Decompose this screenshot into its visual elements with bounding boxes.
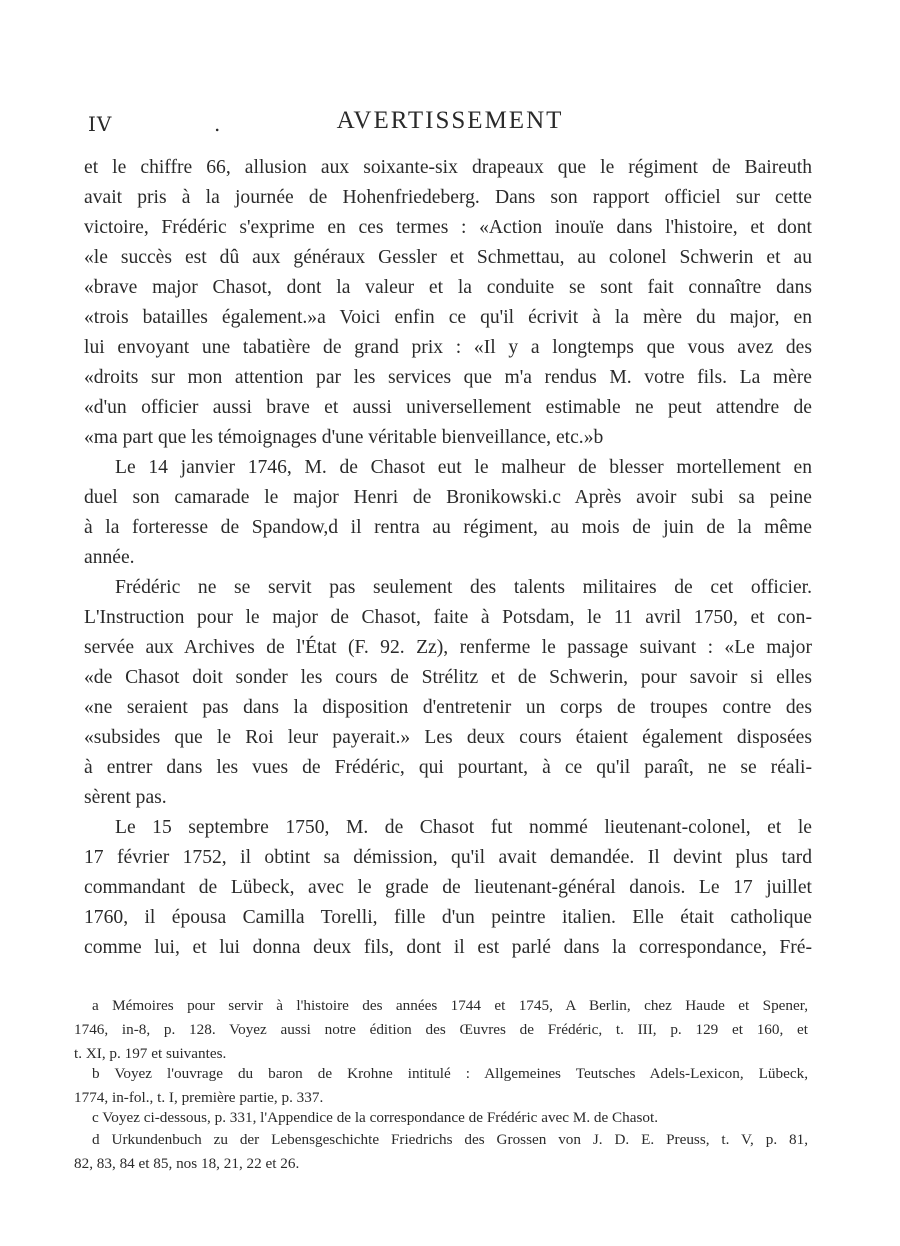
body-line: «ne seraient pas dans la disposition d'entretenir un corps de troupes contre des (84, 697, 812, 718)
body-line: 17 février 1752, il obtint sa démission, qu'il avait demandée. Il devint plus tard (84, 847, 812, 868)
footnote-line: 1774, in-fol., t. I, première partie, p. 337. (74, 1089, 324, 1106)
page-number: IV (88, 112, 113, 136)
footnote-line: d Urkundenbuch zu der Lebensgeschichte Friedrichs des Grossen von J. D. E. Preuss, t. V, p. 81, (92, 1131, 808, 1148)
body-line: L'Instruction pour le major de Chasot, faite à Potsdam, le 11 avril 1750, et con- (84, 607, 812, 628)
body-line: à la forteresse de Spandow,d il rentra au régiment, au mois de juin de la même (84, 517, 812, 538)
body-line: «d'un officier aussi brave et aussi universellement estimable ne peut attendre de (84, 397, 812, 418)
body-line: à entrer dans les vues de Frédéric, qui pourtant, à ce qu'il paraît, ne se réali- (84, 757, 812, 778)
body-line: «le succès est dû aux généraux Gessler et Schmettau, au colonel Schwerin et au (84, 247, 812, 268)
body-line: duel son camarade le major Henri de Bronikowski.c Après avoir subi sa peine (84, 487, 812, 508)
body-line: victoire, Frédéric s'exprime en ces termes : «Action inouïe dans l'histoire, et dont (84, 217, 812, 238)
body-line: Frédéric ne se servit pas seulement des talents militaires de cet officier. (115, 577, 812, 598)
body-line: sèrent pas. (84, 787, 167, 808)
footnote-line: b Voyez l'ouvrage du baron de Krohne intitulé : Allgemeines Teutsches Adels-Lexicon, Lübeck, (92, 1065, 808, 1082)
body-line: «ma part que les témoignages d'une véritable bienveillance, etc.»b (84, 427, 604, 448)
body-line: «droits sur mon attention par les services que m'a rendus M. votre fils. La mère (84, 367, 812, 388)
body-line: et le chiffre 66, allusion aux soixante-six drapeaux que le régiment de Baireuth (84, 157, 812, 178)
body-line: servée aux Archives de l'État (F. 92. Zz), renferme le passage suivant : «Le major (84, 637, 812, 658)
body-line: «de Chasot doit sonder les cours de Strélitz et de Schwerin, pour savoir si elles (84, 667, 812, 688)
body-line: avait pris à la journée de Hohenfriedeberg. Dans son rapport officiel sur cette (84, 187, 812, 208)
footnote-line: 1746, in-8, p. 128. Voyez aussi notre édition des Œuvres de Frédéric, t. III, p. 129 et 160, et (74, 1021, 808, 1038)
running-head-title: AVERTISSEMENT (336, 107, 564, 134)
body-line: «trois batailles également.»a Voici enfin ce qu'il écrivit à la mère du major, en (84, 307, 812, 328)
body-line: «brave major Chasot, dont la valeur et la conduite se sont fait connaître dans (84, 277, 812, 298)
body-line: commandant de Lübeck, avec le grade de lieutenant-général danois. Le 17 juillet (84, 877, 812, 898)
body-line: «subsides que le Roi leur payerait.» Les deux cours étaient également disposées (84, 727, 812, 748)
body-line: Le 15 septembre 1750, M. de Chasot fut nommé lieutenant-colonel, et le (115, 817, 812, 838)
footnote-line: t. XI, p. 197 et suivantes. (74, 1045, 227, 1062)
body-line: année. (84, 547, 135, 568)
body-line: lui envoyant une tabatière de grand prix : «Il y a longtemps que vous avez des (84, 337, 812, 358)
footnote-line: 82, 83, 84 et 85, nos 18, 21, 22 et 26. (74, 1155, 300, 1172)
body-line: comme lui, et lui donna deux fils, dont il est parlé dans la correspondance, Fré- (84, 937, 812, 958)
body-line: Le 14 janvier 1746, M. de Chasot eut le malheur de blesser mortellement en (115, 457, 812, 478)
body-line: 1760, il épousa Camilla Torelli, fille d'un peintre italien. Elle était catholique (84, 907, 812, 928)
footnote-line: c Voyez ci-dessous, p. 331, l'Appendice de la correspondance de Frédéric avec M. de Chasot. (92, 1109, 659, 1126)
header-dot: . (214, 112, 221, 136)
footnote-line: a Mémoires pour servir à l'histoire des années 1744 et 1745, A Berlin, chez Haude et Spener, (92, 997, 808, 1014)
